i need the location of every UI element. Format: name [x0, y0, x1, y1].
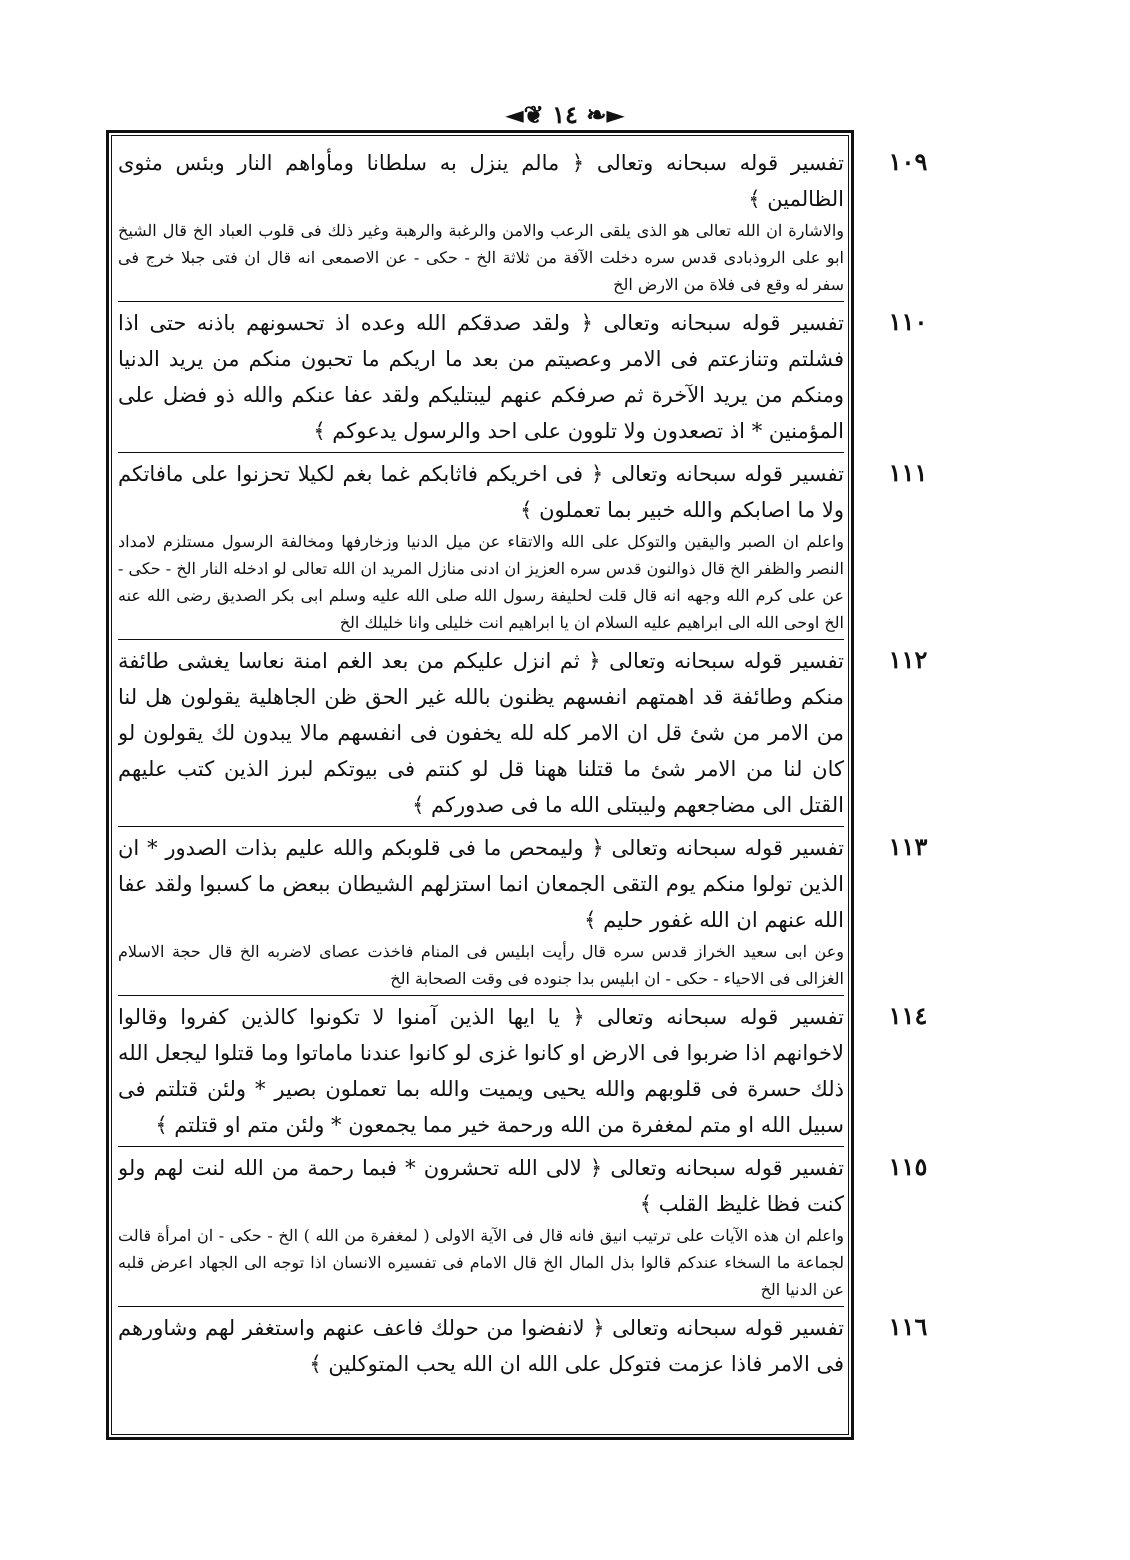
verse-number: ١١٤: [888, 1001, 928, 1030]
verse-text: تفسير قوله سبحانه وتعالى ﴿ فى اخريكم فاثابكم غما بغم لكيلا تحزنوا على مافاتكم ولا ما اصابكم والله خبير بما تعملون ﴾: [118, 462, 844, 522]
verse-text: تفسير قوله سبحانه وتعالى ﴿ لالى الله تحشرون * فبما رحمة من الله لنت لهم ولو كنت فظا غليظ القلب ﴾: [118, 1156, 844, 1216]
entry-116: [118, 1310, 844, 1382]
verse-number: ١١٣: [888, 832, 928, 861]
entry-divider: [118, 639, 844, 640]
page-number: [0, 100, 1130, 129]
entry-111: [118, 456, 844, 636]
entry-110: [118, 305, 844, 449]
entry-112: [118, 643, 844, 823]
commentary-text: واعلم ان هذه الآيات على ترتيب انيق فانه قال فى الآية الاولى ( لمغفرة من الله ) الخ - حكى - ان امرأة قالت لجماعة ما السخاء عندكم قالوا بذل المال الخ قال الامام فى تفسيره الانسان اذا توجه الى الجهاد اعرض قلبه عن الدنيا الخ: [118, 1226, 844, 1299]
entry-109: [118, 145, 844, 298]
page-ornament-right: ❧►: [577, 100, 625, 129]
commentary-text: واعلم ان الصبر واليقين والتوكل على الله والاتقاء عن ميل الدنيا وزخارفها ومخالفة الرسول مستلزم لامداد النصر والظفر الخ قال ذوالنون قدس سره العزيز ان ادنى منازل المريد ان الله تعالى لو ادخله النار الخ - حكى - عن على كرم الله وجهه انه قال قلت لحليفة رسول الله صلى الله عليه وسلم ابى بكر الصديق رضى الله عنه الخ اوحى الله الى ابراهيم عليه السلام ان يا ابراهيم انت خليلى وانا خليلك الخ: [118, 532, 844, 632]
entry-divider: [118, 452, 844, 453]
commentary-text: والاشارة ان الله تعالى هو الذى يلقى الرعب والامن والرغبة والرهبة وغير ذلك فى قلوب العباد الخ قال الشيخ ابو على الروذبادى قدس سره دخلت الآفة من ثلاثة الخ - حكى - عن الاصمعى انه قال ان فتى جبلا خرج فى سفر له وقع فى فلاة من الارض الخ: [118, 221, 844, 294]
verse-number: ١١٢: [888, 645, 928, 674]
verse-number: ١٠٩: [888, 147, 928, 176]
entry-divider: [118, 1146, 844, 1147]
entry-115: [118, 1150, 844, 1303]
commentary-text: وعن ابى سعيد الخراز قدس سره قال رأيت ابليس فى المنام فاخذت عصاى لاضربه الخ قال حجة الاسلام الغزالى فى الاحياء - حكى - ان ابليس بدا جنوده فى وقت الصحابة الخ: [118, 942, 844, 988]
verse-number: ١١١: [888, 458, 928, 487]
entry-divider: [118, 826, 844, 827]
entry-113: [118, 830, 844, 992]
page-number-text: ١٤: [552, 100, 578, 129]
verse-number: ١١٥: [888, 1152, 928, 1181]
page-ornament-left: ◄❦: [505, 100, 553, 129]
verse-number: ١١٠: [888, 307, 928, 336]
entry-divider: [118, 995, 844, 996]
verse-number: ١١٦: [888, 1312, 928, 1341]
entry-114: [118, 999, 844, 1143]
entry-divider: [118, 1306, 844, 1307]
verse-text: تفسير قوله سبحانه وتعالى ﴿ مالم ينزل به سلطانا ومأواهم النار وبئس مثوى الظالمين ﴾: [118, 151, 844, 211]
verse-text: تفسير قوله سبحانه وتعالى ﴿ لانفضوا من حولك فاعف عنهم واستغفر لهم وشاورهم فى الامر فاذا عزمت فتوكل على الله ان الله يحب المتوكلين ﴾: [118, 1316, 844, 1376]
verse-text: تفسير قوله سبحانه وتعالى ﴿ ثم انزل عليكم من بعد الغم امنة نعاسا يغشى طائفة منكم وطائفة قد اهمتهم انفسهم يظنون بالله غير الحق ظن الجاهلية يقولون هل لنا من الامر من شئ قل ان الامر كله لله يخفون فى انفسهم مالا يبدون لك يقولون لو كان لنا من الامر شئ ما قتلنا ههنا قل لو كنتم فى بيوتكم لبرز الذين كتب عليهم القتل الى مضاجعهم وليبتلى الله ما فى صدوركم ﴾: [118, 649, 844, 817]
page-content: [118, 145, 844, 1430]
entry-divider: [118, 301, 844, 302]
verse-text: تفسير قوله سبحانه وتعالى ﴿ ولقد صدقكم الله وعده اذ تحسونهم باذنه حتى اذا فشلتم وتنازعتم فى الامر وعصيتم من بعد ما اريكم ما تحبون منكم من يريد الدنيا ومنكم من يريد الآخرة ثم صرفكم عنهم ليبتليكم ولقد عفا عنكم والله ذو فضل على المؤمنين * اذ تصعدون ولا تلوون على احد والرسول يدعوكم ﴾: [118, 311, 844, 443]
verse-text: تفسير قوله سبحانه وتعالى ﴿ يا ايها الذين آمنوا لا تكونوا كالذين كفروا وقالوا لاخوانهم اذا ضربوا فى الارض او كانوا غزى لو كانوا عندنا ماماتوا وما قتلوا ليجعل الله ذلك حسرة فى قلوبهم والله يحيى ويميت والله بما تعملون بصير * ولئن قتلتم فى سبيل الله او متم لمغفرة من الله ورحمة خير مما يجمعون * ولئن متم او قتلتم ﴾: [118, 1005, 844, 1137]
verse-text: تفسير قوله سبحانه وتعالى ﴿ وليمحص ما فى قلوبكم والله عليم بذات الصدور * ان الذين تولوا منكم يوم التقى الجمعان انما استزلهم الشيطان ببعض ما كسبوا ولقد عفا الله عنهم ان الله غفور حليم ﴾: [118, 836, 844, 932]
